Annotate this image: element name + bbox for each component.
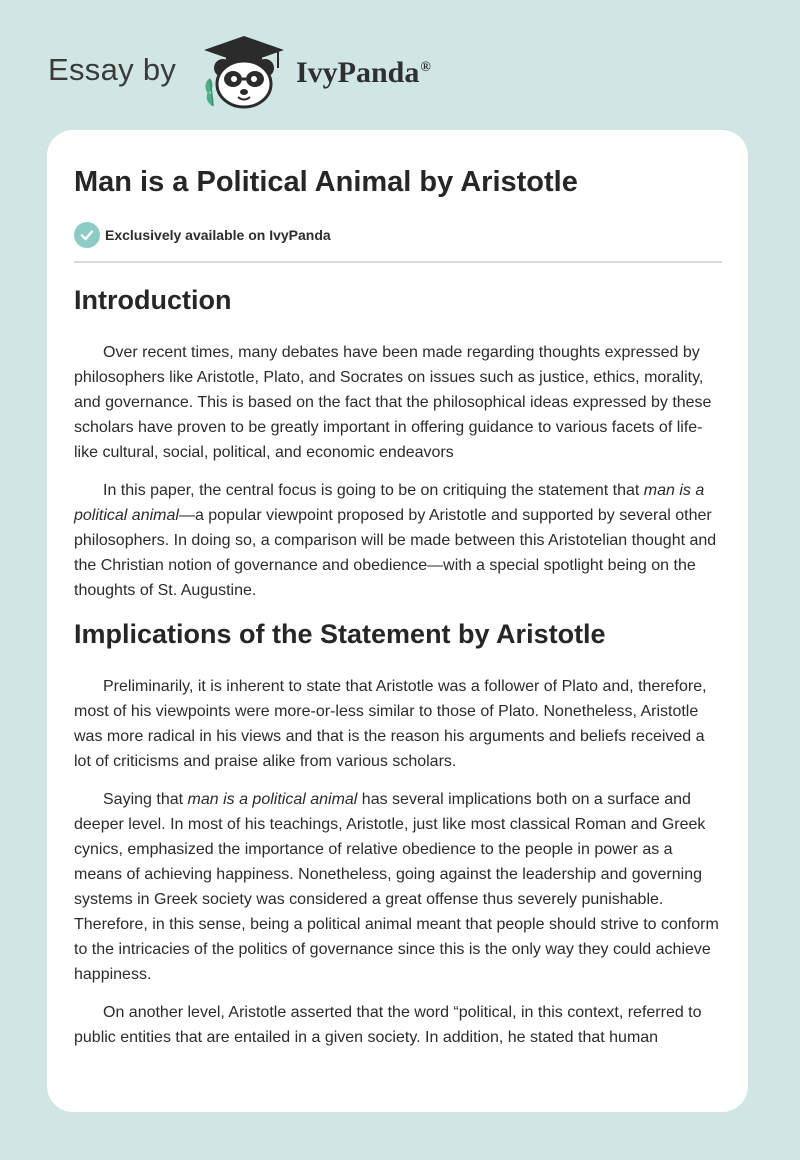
paragraph (74, 340, 722, 465)
paragraph (74, 478, 722, 603)
brand-prefix: Essay by (48, 52, 177, 87)
paragraph-text: —a popular viewpoint proposed by Aristotle and supported by several other philosophers. In doing so, a comparison will be made between this Aristotelian thought and the Christian notion of governance and obedience—with a special spotlight being on the thoughts of St. Augustine. (74, 507, 717, 599)
section-heading: Implications of the Statement by Aristotle (74, 619, 606, 649)
paragraph-text: On another level, Aristotle asserted that the word “political, in this context, referred to public entities that are entailed in a given society. In addition, he stated that human (74, 1004, 702, 1046)
paragraph-text: Saying that (103, 791, 188, 808)
brand-name: IvyPanda® (296, 56, 431, 89)
paragraph-text: has several implications both on a surface and deeper level. In most of his teachings, Aristotle, just like most classical Roman and Greek cynics, emphasized the importance of relative obedience to the people in power as a means of achieving happiness. Nonetheless, going against the leadership and governing systems in Greek society was considered a great offense thus severely punishable. Therefore, in this sense, being a political animal meant that people should strive to conform to the intricacies of the politics of governance since this is the only way they could achieve happiness. (74, 791, 719, 983)
divider (74, 261, 722, 263)
paragraph-text: Over recent times, many debates have been made regarding thoughts expressed by philosophers like Aristotle, Plato, and Socrates on issues such as justice, ethics, morality, and governance. This is based on the fact that the philosophical ideas expressed by these scholars have proven to be greatly important in offering guidance to various facets of life-like cultural, social, political, and economic endeavors (74, 344, 712, 461)
article-body (74, 282, 722, 1063)
section-heading: Introduction (74, 285, 232, 315)
exclusive-badge-label: Exclusively available on IvyPanda (105, 227, 331, 243)
paragraph (74, 1000, 722, 1050)
exclusive-badge (74, 222, 331, 248)
paragraph-text: Preliminarily, it is inherent to state that Aristotle was a follower of Plato and, therefore, most of his viewpoints were more-or-less similar to those of Plato. Nonetheless, Aristotle was more radical in his views and that is the reason his arguments and beliefs received a lot of criticisms and praise alike from various scholars. (74, 678, 707, 770)
page-title: Man is a Political Animal by Aristotle (74, 166, 578, 198)
emphasis-text: man is a political animal (187, 791, 358, 808)
paragraph (74, 787, 722, 987)
ivypanda-logo-icon (200, 34, 288, 110)
paragraph-text: In this paper, the central focus is going to be on critiquing the statement that (103, 482, 644, 499)
emphasis-text: man is a political animal (74, 482, 705, 524)
check-circle-icon (74, 222, 100, 248)
paragraph (74, 674, 722, 774)
essay-card (47, 130, 748, 1112)
brand-header[interactable] (48, 34, 508, 110)
